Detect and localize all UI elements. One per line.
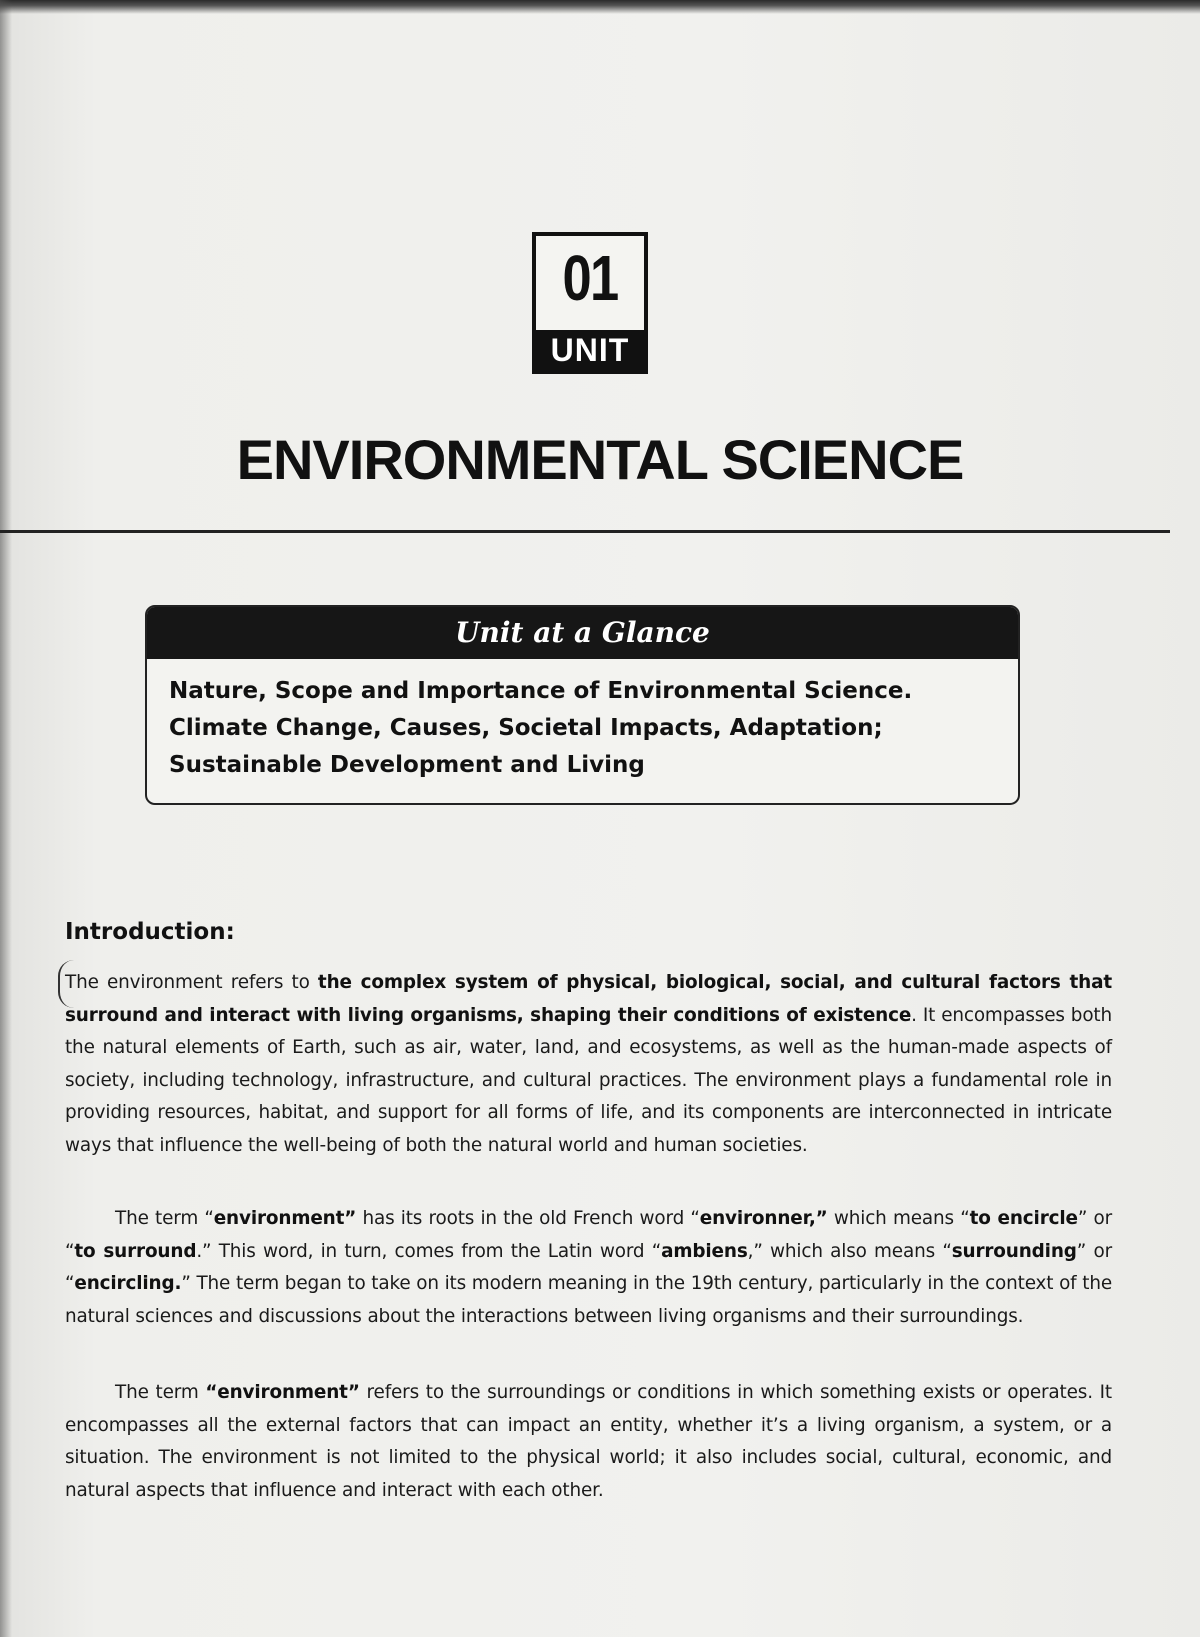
paragraph-text: has its roots in the old French word “ (356, 1208, 700, 1229)
emphasized-text: “environment” (205, 1382, 360, 1403)
glance-item: Sustainable Development and Living (169, 752, 645, 778)
glance-item: Climate Change, Causes, Societal Impacts, Adaptation; (169, 715, 883, 741)
unit-badge (532, 232, 648, 374)
emphasized-text: surrounding (951, 1240, 1077, 1262)
emphasized-text: ambiens (661, 1240, 748, 1262)
emphasized-text: encircling. (74, 1273, 182, 1295)
left-edge-shadow (0, 0, 12, 1637)
emphasized-text: environner,” (699, 1208, 828, 1229)
glance-item: Nature, Scope and Importance of Environmental Science. (169, 678, 913, 704)
paragraph-text: ” The term began to take on its modern meaning in the 19th century, particularly in the context of the natural sciences and discussions about the interactions between living organisms and their surroundings. (65, 1273, 1112, 1327)
paragraph-text: ,” which also means “ (747, 1240, 952, 1262)
intro-paragraph-3 (65, 1377, 1112, 1507)
emphasized-text: to encircle (969, 1208, 1078, 1229)
paragraph-text: . It encompasses both the natural elements of Earth, such as air, water, land, and ecosystems, as well as the human-made aspects of society, including technology, infrastructure, and cultural practices. The environment plays a fundamental role in providing resources, habitat, and support for all forms of life, and its components are interconnected in intricate ways that influence the well-being of both the natural world and human societies. (65, 1004, 1112, 1156)
unit-label: UNIT (536, 330, 644, 370)
paragraph-text: refers to the surroundings or conditions in which something exists or operates. It encompasses all the external factors that can impact an entity, whether it’s a living organism, a system, or a situation. The environment is not limited to the physical world; it also includes social, cultural, economic, and natural aspects that influence and interact with each other. (65, 1382, 1112, 1501)
unit-number: 01 (562, 242, 618, 314)
chapter-title: ENVIRONMENTAL SCIENCE (236, 428, 964, 491)
paragraph-text: which means “ (827, 1208, 970, 1229)
paragraph-text: ” or “ (65, 1208, 1112, 1262)
emphasized-text: the complex system of physical, biological, social, and cultural factors that surround and interact with living organisms, shaping their conditions of existence (65, 972, 1112, 1026)
unit-at-a-glance-heading: Unit at a Glance (147, 607, 1018, 659)
title-divider (0, 530, 1170, 533)
paragraph-text: The environment refers to (65, 972, 318, 993)
intro-paragraph-2 (65, 1203, 1112, 1333)
paragraph-text: The term (115, 1382, 206, 1403)
emphasized-text: to surround (74, 1240, 197, 1262)
paragraph-text: The term “ (115, 1208, 214, 1229)
top-edge-shadow (0, 0, 1200, 14)
unit-at-a-glance-list (147, 659, 1018, 784)
paragraph-text: ” or “ (65, 1240, 1112, 1295)
introduction-heading: Introduction: (65, 919, 235, 945)
emphasized-text: environment” (213, 1208, 357, 1229)
paragraph-text: .” This word, in turn, comes from the Latin word “ (196, 1240, 662, 1262)
unit-at-a-glance-box (145, 605, 1020, 805)
intro-paragraph-1 (65, 967, 1112, 1163)
